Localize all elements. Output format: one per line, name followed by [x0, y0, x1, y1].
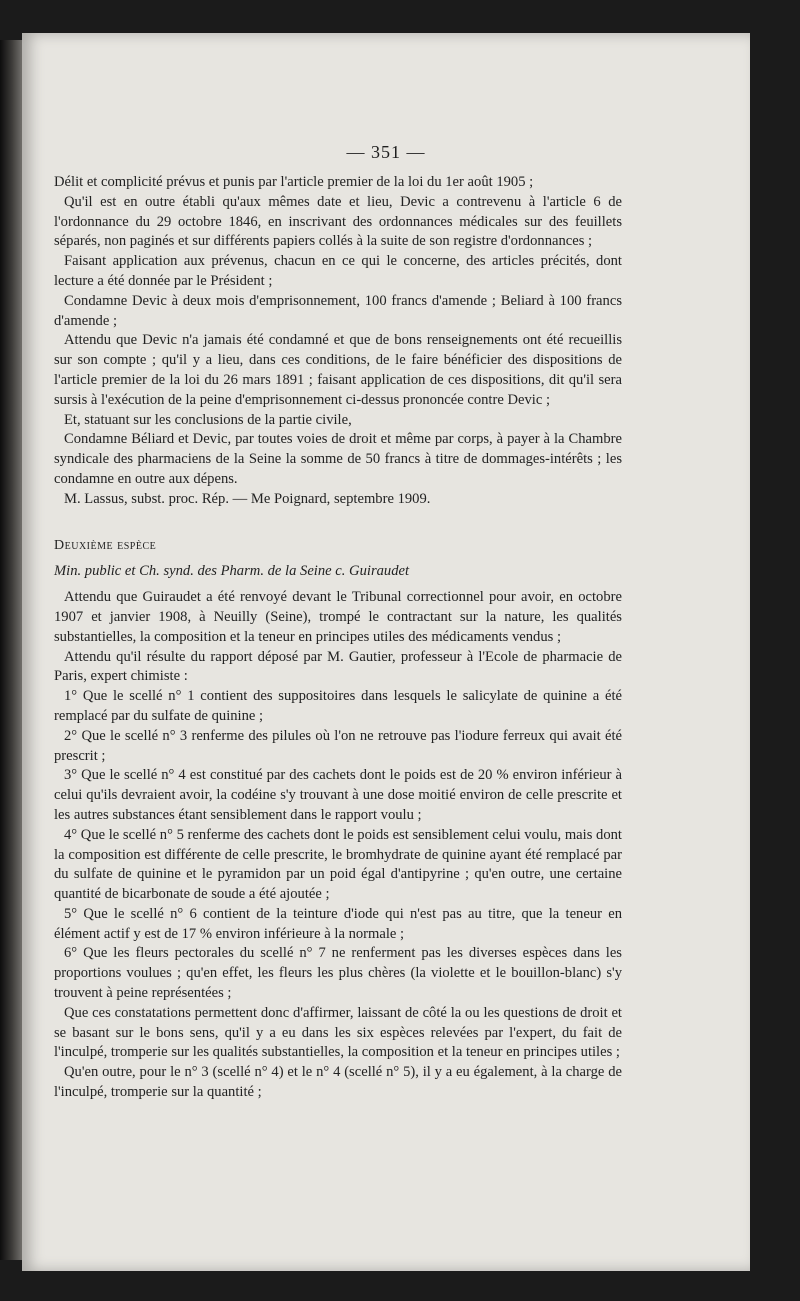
paragraph: Condamne Devic à deux mois d'emprisonnement, 100 francs d'amende ; Beliard à 100 francs d'amende ;	[54, 292, 622, 329]
paragraph: 2° Que le scellé n° 3 renferme des pilules où l'on ne retrouve pas l'iodure ferreux qui avait été prescrit ;	[54, 727, 622, 764]
paragraph: Attendu qu'il résulte du rapport déposé par M. Gautier, professeur à l'Ecole de pharmacie de Paris, expert chimiste :	[54, 648, 622, 685]
book-page	[22, 33, 750, 1271]
paragraph: 3° Que le scellé n° 4 est constitué par des cachets dont le poids est de 20 % environ inférieur à celui qu'ils devraient avoir, la codéine s'y trouvant à une dose moitié environ de celle prescrite et les autres substances étant sensiblement dans le rapport voulu ;	[54, 767, 622, 823]
paragraph: 5° Que le scellé n° 6 contient de la teinture d'iode qui n'est pas au titre, que la teneur en élément actif y est de 17 % environ inférieure à la normale ;	[54, 905, 622, 942]
section-heading: Deuxième espèce	[54, 537, 157, 553]
paragraph: Faisant application aux prévenus, chacun en ce qui le concerne, des articles précités, dont lecture a été donnée par le Président ;	[54, 253, 622, 289]
case-title: Min. public et Ch. synd. des Pharm. de la Seine c. Guiraudet	[54, 563, 410, 580]
paragraph: Et, statuant sur les conclusions de la partie civile,	[64, 411, 352, 428]
paragraph: Qu'en outre, pour le n° 3 (scellé n° 4) et le n° 4 (scellé n° 5), il y a eu également, à la charge de l'inculpé, tromperie sur la quantité ;	[54, 1064, 622, 1101]
paragraph: Délit et complicité prévus et punis par l'article premier de la loi du 1er août 1905 ;	[54, 174, 534, 190]
signature-line: M. Lassus, subst. proc. Rép. — Me Poignard, septembre 1909.	[64, 490, 431, 507]
paragraph: 6° Que les fleurs pectorales du scellé n° 7 ne renferment pas les diverses espèces dans les proportions voulues ; qu'en effet, les fleurs les plus chères (la violette et le bouillon-blanc) s'y trouvent à peine représentées ;	[54, 945, 622, 1002]
paragraph: 4° Que le scellé n° 5 renferme des cachets dont le poids est sensiblement celui voulu, mais dont la composition est différente de celle prescrite, le bromhydrate de quinine ayant été remplacé par du sulfate de quinine et le pyramidon par un poid égal d'antipyrine ; qu'en outre, une certaine quantité de bicarbonate de soude a été ajoutée ;	[54, 826, 622, 903]
paragraph: Condamne Béliard et Devic, par toutes voies de droit et même par corps, à payer à la Chambre syndicale des pharmaciens de la Seine la somme de 50 francs à titre de dommages-intérêts ; les condamne en outre aux dépens.	[54, 431, 622, 487]
paragraph: Que ces constatations permettent donc d'affirmer, laissant de côté la ou les questions de droit et se basant sur le bons sens, qu'il y a eu dans les six espèces relevées par l'expert, du fait de l'inculpé, tromperie sur les qualités substantielles, la composition et la teneur en principes utiles ;	[54, 1004, 622, 1061]
page-number: — 351 —	[346, 142, 426, 162]
paragraph: 1° Que le scellé n° 1 contient des suppositoires dans lesquels le salicylate de quinine a été remplacé par du sulfate de quinine ;	[54, 688, 622, 724]
paragraph: Attendu que Devic n'a jamais été condamné et que de bons renseignements ont été recueillis sur son compte ; qu'il y a lieu, dans ces conditions, de le faire bénéficier des dispositions de l'article premier de la loi du 26 mars 1891 ; faisant application de ces dispositions, dit qu'il sera sursis à l'exécution de la peine d'emprisonnement ci-dessus prononcée contre Devic ;	[54, 332, 622, 408]
page-body	[54, 173, 622, 1103]
paragraph: Attendu que Guiraudet a été renvoyé devant le Tribunal correctionnel pour avoir, en octobre 1907 et janvier 1908, à Neuilly (Seine), trompé le contractant sur la nature, les qualités substantielles, la composition et la teneur en principes utiles des médicaments vendus ;	[54, 589, 622, 645]
paragraph: Qu'il est en outre établi qu'aux mêmes date et lieu, Devic a contrevenu à l'article 6 de l'ordonnance du 29 octobre 1846, en inscrivant des ordonnances médicales sur des feuillets séparés, non paginés et sur différents papiers collés à la suite de son registre d'ordonnances ;	[54, 193, 622, 250]
